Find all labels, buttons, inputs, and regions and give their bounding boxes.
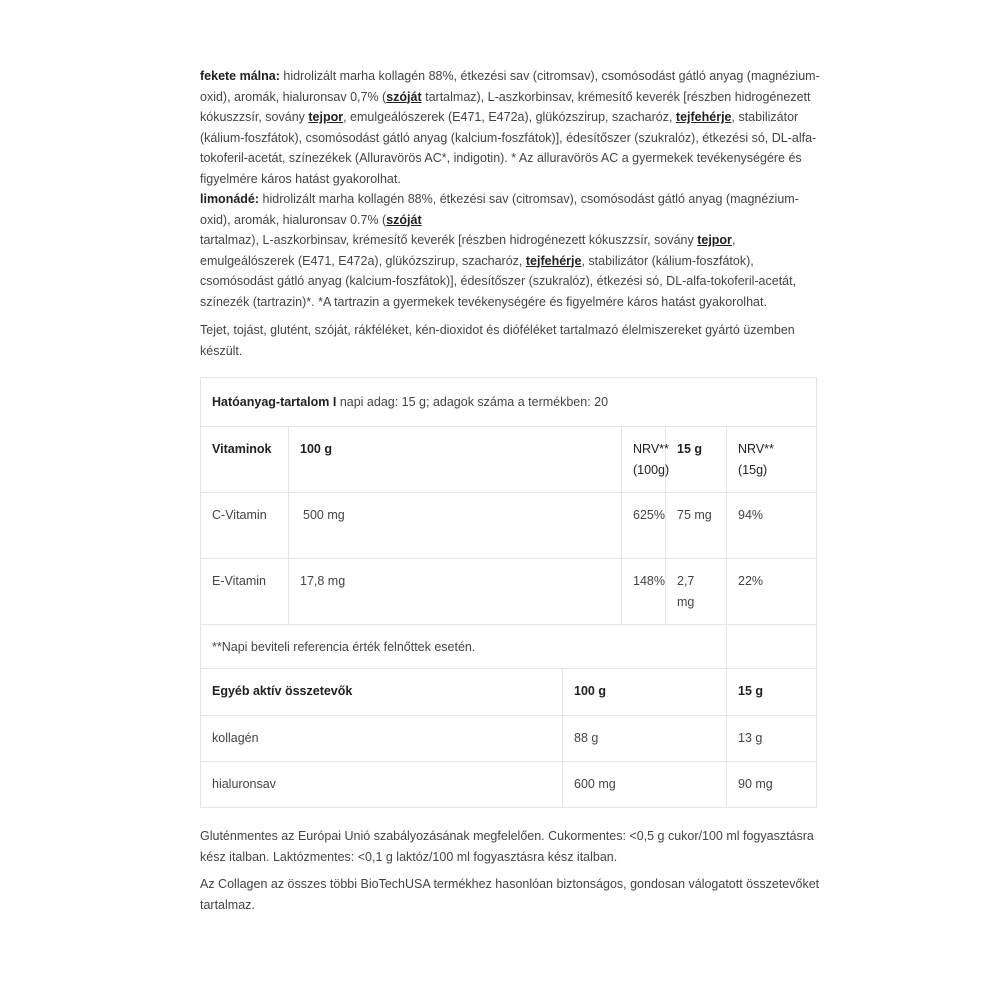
other-per-100g-header: 100 g (563, 669, 727, 716)
other-header-row (201, 669, 817, 716)
ingredient-text: tartalmaz), L-aszkorbinsav, krémesítő keverék [részben hidrogénezett kókuszzsír, sovány (200, 89, 811, 124)
allergen-soy: szóját (386, 89, 422, 104)
fekete-malna-ingredients (200, 66, 820, 189)
footer-notes (200, 826, 820, 922)
per-15g-header: 15 g (666, 427, 727, 493)
other-active-per-100g: 88 g (563, 716, 727, 762)
vitamin-nrv-100g: 625% (622, 493, 666, 559)
nrv-note: **Napi beviteli referencia érték felnőttek esetén. (201, 625, 727, 669)
safety-note: Az Collagen az összes többi BioTechUSA termékhez hasonlóan biztonságos, gondosan válogatott összetevőket tartalmaz. (200, 877, 820, 912)
nrv-100g-header (622, 427, 670, 493)
vitamin-nrv-15g: 22% (727, 559, 817, 625)
nrv-15g-header-text: NRV** (15g) (738, 442, 774, 477)
nrv-15g-header (727, 427, 817, 493)
vitamin-per-100g: 500 mg (289, 493, 622, 559)
table-row (201, 493, 817, 559)
empty-cell (727, 625, 817, 669)
limonade-ingredients (200, 189, 820, 312)
allergen-milk-protein: tejfehérje (675, 110, 732, 124)
per-100g-header: 100 g (289, 427, 622, 493)
allergen-milk-powder: tejpor (308, 110, 344, 124)
nrv-100g-header-text: NRV** (100g) (633, 442, 670, 477)
vitamin-per-100g: 17,8 mg (289, 559, 622, 625)
vitamin-per-15g: 75 mg (666, 493, 727, 559)
vitamin-nrv-15g: 94% (727, 493, 817, 559)
ingredients-section (200, 66, 820, 361)
ingredient-text: , emulgeálószerek (E471, E472a), glükózszirup, szacharóz, (200, 233, 736, 268)
nutrition-table (200, 377, 817, 808)
other-actives-header: Egyéb aktív összetevők (201, 669, 563, 716)
other-active-name: kollagén (201, 716, 563, 762)
vitamin-header-row (201, 427, 817, 493)
allergen-soy: szóját (386, 212, 422, 227)
vitamin-name: C-Vitamin (201, 493, 289, 559)
table-row (201, 559, 817, 625)
fekete-malna-label: fekete málna: (200, 69, 280, 83)
nrv-note-row (201, 625, 817, 669)
other-active-per-100g: 600 mg (563, 762, 727, 808)
caption-rest: napi adag: 15 g; adagok száma a termékben: 20 (336, 395, 609, 409)
other-active-name: hialuronsav (201, 762, 563, 808)
other-per-15g-header: 15 g (727, 669, 817, 716)
allergen-milk-protein: tejfehérje (525, 253, 582, 268)
vitamin-name: E-Vitamin (201, 559, 289, 625)
allergen-note: Tejet, tojást, glutént, szóját, rákféléket, kén-dioxidot és dióféléket tartalmazó élelmiszereket gyártó üzemben készült. (200, 323, 795, 358)
table-row (201, 762, 817, 808)
ingredient-text: hidrolizált marha kollagén 88%, étkezési sav (citromsav), csomósodást gátló anyag (magnézium-oxid), aromák, hialuronsav 0.7% ( (200, 192, 799, 227)
other-active-per-15g: 90 mg (727, 762, 817, 808)
table-caption-row (201, 378, 817, 427)
ingredient-text: , stabilizátor (kálium-foszfátok), csomósodást gátló anyag (kalcium-foszfátok)], édesítőszer (szukralóz), étkezési só, DL-alfa-tokoferil-acetát, színezékek (Alluravörös AC*, indigotin). * Az alluravörös AC a gyermekek tevékenységére és figyelmére káros hatást gyakorolhat. (200, 110, 817, 186)
gluten-free-note: Gluténmentes az Európai Unió szabályozásának megfelelően. Cukormentes: <0,5 g cukor/100 ml fogyasztásra kész italban. Laktózmentes: <0,1 g laktóz/100 ml fogyasztásra kész italban. (200, 829, 814, 864)
allergen-milk-powder: tejpor (697, 233, 732, 247)
table-row (201, 716, 817, 762)
table-caption (201, 378, 817, 427)
vitamin-nrv-100g: 148% (622, 559, 666, 625)
ingredient-text: tartalmaz), L-aszkorbinsav, krémesítő keverék [részben hidrogénezett kókuszzsír, sovány (200, 233, 698, 247)
vitamins-header: Vitaminok (201, 427, 289, 493)
ingredient-text: , stabilizátor (kálium-foszfátok), csomósodást gátló anyag (kalcium-foszfátok)], édesítőszer (szukralóz), étkezési só, DL-alfa-tokoferil-acetát, színezék (tartrazin)*. *A tartrazin a gyermekek tevékenységére és figyelmére káros hatást gyakorolhat. (200, 253, 797, 309)
vitamin-per-15g: 2,7 mg (666, 559, 727, 625)
caption-bold: Hatóanyag-tartalom I (212, 395, 337, 409)
limonade-label: limonádé: (200, 192, 260, 206)
ingredient-text: , emulgeálószerek (E471, E472a), glükózszirup, szacharóz, (343, 110, 676, 124)
ingredient-text: hidrolizált marha kollagén 88%, étkezési sav (citromsav), csomósodást gátló anyag (magnézium-oxid), aromák, hialuronsav 0,7% ( (200, 69, 820, 104)
other-active-per-15g: 13 g (727, 716, 817, 762)
